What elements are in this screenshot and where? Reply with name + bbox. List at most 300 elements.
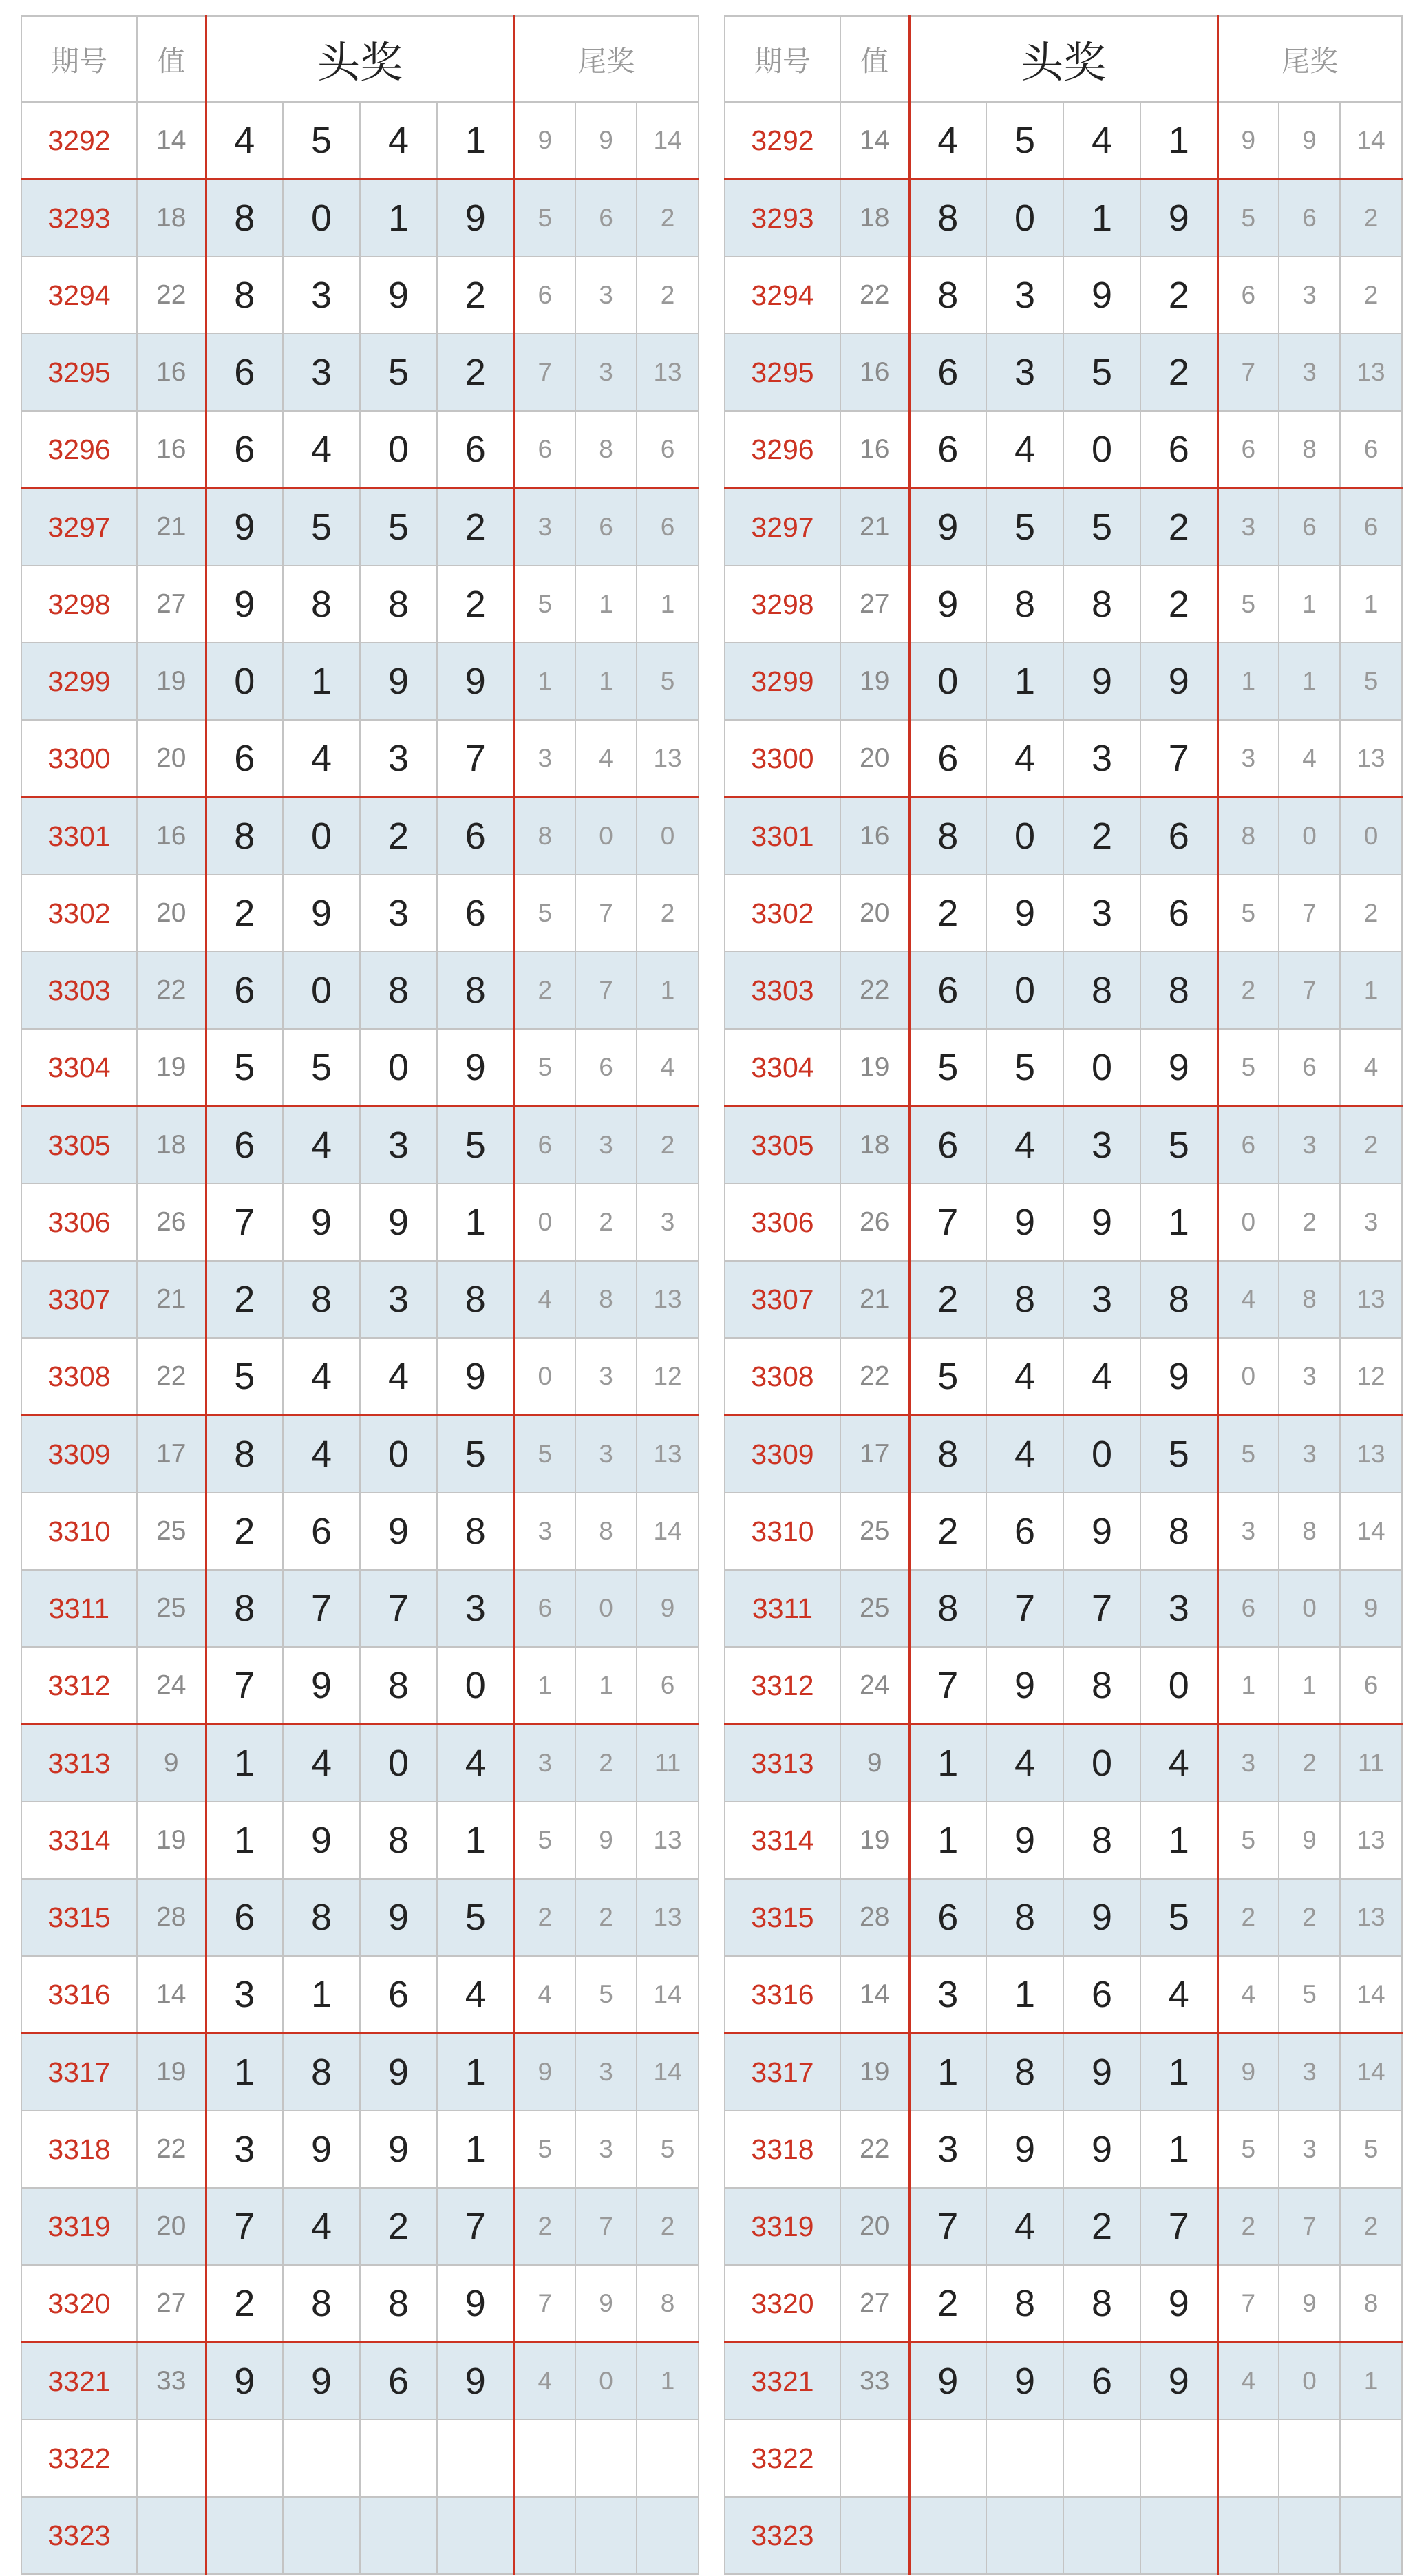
first-prize-digit: 6 <box>1063 2343 1140 2420</box>
first-prize-digit: 9 <box>1063 1879 1140 1956</box>
tail-prize-number <box>514 2420 575 2497</box>
first-prize-digit: 5 <box>986 489 1063 566</box>
tail-prize-number: 7 <box>575 875 637 952</box>
tail-prize-number: 5 <box>1340 643 1402 720</box>
table-row <box>21 2034 699 2111</box>
table-row <box>21 334 699 411</box>
issue-number: 3297 <box>725 489 840 566</box>
header-issue: 期号 <box>725 16 840 102</box>
tail-prize-number: 8 <box>575 411 637 489</box>
tail-prize-number: 0 <box>514 1184 575 1261</box>
table-body <box>725 16 1402 2574</box>
first-prize-digit: 5 <box>1063 334 1140 411</box>
tail-prize-number: 8 <box>1217 798 1279 875</box>
tail-prize-number: 4 <box>575 720 637 798</box>
first-prize-digit: 4 <box>1140 1956 1217 2034</box>
issue-number: 3312 <box>21 1647 137 1725</box>
value-cell: 21 <box>137 489 206 566</box>
issue-number: 3314 <box>725 1802 840 1879</box>
first-prize-digit: 6 <box>1063 1956 1140 2034</box>
tail-prize-number: 13 <box>637 1261 699 1338</box>
first-prize-digit: 9 <box>283 1802 360 1879</box>
first-prize-digit: 9 <box>206 2343 283 2420</box>
first-prize-digit: 9 <box>909 489 986 566</box>
issue-number: 3293 <box>725 180 840 257</box>
first-prize-digit: 9 <box>986 1802 1063 1879</box>
value-cell: 17 <box>137 1416 206 1493</box>
first-prize-digit: 9 <box>206 566 283 643</box>
first-prize-digit: 1 <box>437 1184 514 1261</box>
value-cell: 16 <box>137 411 206 489</box>
first-prize-digit: 5 <box>437 1107 514 1184</box>
issue-number: 3315 <box>21 1879 137 1956</box>
tail-prize-number: 3 <box>1279 1416 1340 1493</box>
issue-number: 3305 <box>725 1107 840 1184</box>
header-tail-prize: 尾奖 <box>1217 16 1402 102</box>
table-row <box>21 2111 699 2188</box>
issue-number: 3319 <box>725 2188 840 2265</box>
tail-prize-number <box>1217 2497 1279 2574</box>
draw-results-table <box>724 15 1403 2575</box>
first-prize-digit: 9 <box>360 1184 437 1261</box>
first-prize-digit: 3 <box>206 1956 283 2034</box>
value-cell: 19 <box>840 643 909 720</box>
tail-prize-number: 2 <box>1340 180 1402 257</box>
tail-prize-number: 14 <box>637 102 699 180</box>
first-prize-digit: 5 <box>1140 1879 1217 1956</box>
first-prize-digit: 6 <box>206 952 283 1029</box>
first-prize-digit: 8 <box>283 2265 360 2343</box>
first-prize-digit: 0 <box>986 798 1063 875</box>
table-row <box>725 2188 1402 2265</box>
first-prize-digit: 8 <box>206 257 283 334</box>
tail-prize-number: 2 <box>1340 1107 1402 1184</box>
first-prize-digit: 9 <box>283 2343 360 2420</box>
tail-prize-number: 1 <box>637 566 699 643</box>
tail-prize-number: 5 <box>1340 2111 1402 2188</box>
issue-number: 3306 <box>725 1184 840 1261</box>
tail-prize-number: 1 <box>1279 643 1340 720</box>
first-prize-digit: 8 <box>1140 1493 1217 1570</box>
table-row <box>21 643 699 720</box>
tail-prize-number: 6 <box>575 1029 637 1107</box>
tail-prize-number: 6 <box>1340 411 1402 489</box>
issue-number: 3321 <box>21 2343 137 2420</box>
tail-prize-number: 6 <box>1279 180 1340 257</box>
first-prize-digit: 7 <box>360 1570 437 1647</box>
table-row <box>725 798 1402 875</box>
first-prize-digit: 9 <box>360 2111 437 2188</box>
first-prize-digit: 3 <box>1063 720 1140 798</box>
first-prize-digit: 8 <box>1063 952 1140 1029</box>
first-prize-digit: 2 <box>206 1493 283 1570</box>
first-prize-digit: 0 <box>360 1416 437 1493</box>
first-prize-digit: 6 <box>283 1493 360 1570</box>
first-prize-digit: 4 <box>986 1107 1063 1184</box>
value-cell: 21 <box>840 1261 909 1338</box>
first-prize-digit: 4 <box>986 1725 1063 1802</box>
first-prize-digit: 4 <box>283 1416 360 1493</box>
issue-number: 3322 <box>21 2420 137 2497</box>
issue-number: 3302 <box>21 875 137 952</box>
value-cell: 17 <box>840 1416 909 1493</box>
first-prize-digit: 6 <box>1140 875 1217 952</box>
tail-prize-number: 5 <box>575 1956 637 2034</box>
tail-prize-number: 1 <box>575 566 637 643</box>
tail-prize-number: 3 <box>514 1493 575 1570</box>
first-prize-digit: 5 <box>360 489 437 566</box>
first-prize-digit: 1 <box>283 1956 360 2034</box>
value-cell: 21 <box>137 1261 206 1338</box>
tail-prize-number: 6 <box>1217 1107 1279 1184</box>
tail-prize-number: 6 <box>514 1570 575 1647</box>
value-cell: 18 <box>840 180 909 257</box>
first-prize-digit <box>360 2497 437 2574</box>
tail-prize-number: 1 <box>1340 566 1402 643</box>
first-prize-digit: 6 <box>360 2343 437 2420</box>
first-prize-digit: 8 <box>909 1416 986 1493</box>
issue-number: 3304 <box>725 1029 840 1107</box>
value-cell: 28 <box>840 1879 909 1956</box>
value-cell: 14 <box>840 1956 909 2034</box>
first-prize-digit: 3 <box>986 334 1063 411</box>
tail-prize-number: 1 <box>575 1647 637 1725</box>
tail-prize-number <box>637 2420 699 2497</box>
tail-prize-number <box>637 2497 699 2574</box>
first-prize-digit: 0 <box>360 1725 437 1802</box>
value-cell: 16 <box>840 411 909 489</box>
tail-prize-number: 14 <box>637 1956 699 2034</box>
value-cell <box>840 2497 909 2574</box>
tail-prize-number: 1 <box>514 643 575 720</box>
table-row <box>21 257 699 334</box>
table-row <box>725 2265 1402 2343</box>
first-prize-digit: 6 <box>437 798 514 875</box>
first-prize-digit: 4 <box>283 1725 360 1802</box>
header-row <box>725 16 1402 102</box>
tail-prize-number <box>1279 2497 1340 2574</box>
first-prize-digit: 9 <box>206 489 283 566</box>
first-prize-digit: 9 <box>360 257 437 334</box>
first-prize-digit <box>1063 2497 1140 2574</box>
tail-prize-number: 0 <box>514 1338 575 1416</box>
tail-prize-number: 9 <box>514 102 575 180</box>
first-prize-digit: 3 <box>206 2111 283 2188</box>
first-prize-digit: 8 <box>909 180 986 257</box>
first-prize-digit: 5 <box>986 1029 1063 1107</box>
tail-prize-number: 3 <box>1217 1493 1279 1570</box>
first-prize-digit: 9 <box>360 1879 437 1956</box>
table-row <box>21 2497 699 2574</box>
first-prize-digit: 6 <box>437 875 514 952</box>
tail-prize-number: 13 <box>637 334 699 411</box>
first-prize-digit: 5 <box>360 334 437 411</box>
tail-prize-number: 2 <box>514 1879 575 1956</box>
tail-prize-number: 1 <box>514 1647 575 1725</box>
tail-prize-number: 0 <box>575 1570 637 1647</box>
value-cell: 25 <box>137 1570 206 1647</box>
issue-number: 3318 <box>725 2111 840 2188</box>
tail-prize-number: 3 <box>575 1416 637 1493</box>
first-prize-digit: 7 <box>909 2188 986 2265</box>
first-prize-digit: 6 <box>360 1956 437 2034</box>
tail-prize-number: 2 <box>575 1879 637 1956</box>
tail-prize-number: 6 <box>575 489 637 566</box>
table-row <box>21 1725 699 1802</box>
tail-prize-number: 4 <box>514 2343 575 2420</box>
issue-number: 3321 <box>725 2343 840 2420</box>
first-prize-digit: 6 <box>1140 411 1217 489</box>
first-prize-digit: 2 <box>206 875 283 952</box>
tail-prize-number: 6 <box>637 411 699 489</box>
tail-prize-number: 5 <box>1279 1956 1340 2034</box>
first-prize-digit: 2 <box>909 2265 986 2343</box>
value-cell: 19 <box>840 1802 909 1879</box>
first-prize-digit: 5 <box>437 1879 514 1956</box>
first-prize-digit: 1 <box>1140 2034 1217 2111</box>
table-row <box>725 1261 1402 1338</box>
first-prize-digit: 1 <box>437 2034 514 2111</box>
tail-prize-number: 2 <box>514 2188 575 2265</box>
first-prize-digit: 9 <box>360 2034 437 2111</box>
tail-prize-number: 13 <box>637 1879 699 1956</box>
tail-prize-number: 2 <box>1217 952 1279 1029</box>
first-prize-digit: 8 <box>1140 1261 1217 1338</box>
tail-prize-number: 6 <box>514 1107 575 1184</box>
tail-prize-number: 4 <box>1217 1956 1279 2034</box>
first-prize-digit: 2 <box>1063 2188 1140 2265</box>
tail-prize-number: 4 <box>514 1956 575 2034</box>
issue-number: 3316 <box>21 1956 137 2034</box>
first-prize-digit: 8 <box>360 1647 437 1725</box>
tail-prize-number: 2 <box>637 875 699 952</box>
tail-prize-number: 3 <box>514 1725 575 1802</box>
first-prize-digit: 6 <box>206 1107 283 1184</box>
tail-prize-number: 9 <box>1217 102 1279 180</box>
value-cell: 20 <box>137 2188 206 2265</box>
first-prize-digit <box>283 2497 360 2574</box>
first-prize-digit: 8 <box>986 1879 1063 1956</box>
first-prize-digit: 5 <box>1063 489 1140 566</box>
tail-prize-number: 1 <box>637 2343 699 2420</box>
first-prize-digit: 2 <box>437 257 514 334</box>
tail-prize-number: 9 <box>1279 102 1340 180</box>
tail-prize-number: 5 <box>1217 875 1279 952</box>
table-row <box>21 798 699 875</box>
tail-prize-number: 8 <box>575 1493 637 1570</box>
tail-prize-number: 0 <box>1217 1184 1279 1261</box>
issue-number: 3292 <box>725 102 840 180</box>
tail-prize-number: 2 <box>637 257 699 334</box>
first-prize-digit: 4 <box>283 2188 360 2265</box>
first-prize-digit: 3 <box>1063 1261 1140 1338</box>
first-prize-digit: 3 <box>986 257 1063 334</box>
tail-prize-number: 1 <box>1279 566 1340 643</box>
first-prize-digit: 9 <box>1063 1184 1140 1261</box>
value-cell: 20 <box>137 875 206 952</box>
table-row <box>21 952 699 1029</box>
first-prize-digit: 0 <box>986 180 1063 257</box>
first-prize-digit: 8 <box>206 1570 283 1647</box>
first-prize-digit: 4 <box>283 1107 360 1184</box>
first-prize-digit: 7 <box>986 1570 1063 1647</box>
tail-prize-number: 3 <box>637 1184 699 1261</box>
tail-prize-number: 13 <box>1340 1879 1402 1956</box>
first-prize-digit: 7 <box>1063 1570 1140 1647</box>
first-prize-digit: 3 <box>360 1107 437 1184</box>
first-prize-digit <box>1063 2420 1140 2497</box>
first-prize-digit: 1 <box>206 1802 283 1879</box>
first-prize-digit: 7 <box>1140 2188 1217 2265</box>
value-cell: 18 <box>137 180 206 257</box>
first-prize-digit: 5 <box>1140 1416 1217 1493</box>
tail-prize-number: 2 <box>637 2188 699 2265</box>
table-row <box>21 1107 699 1184</box>
table-row <box>725 643 1402 720</box>
tail-prize-number: 6 <box>637 1647 699 1725</box>
value-cell: 19 <box>840 2034 909 2111</box>
table-row <box>725 566 1402 643</box>
first-prize-digit: 9 <box>1063 2111 1140 2188</box>
value-cell: 25 <box>137 1493 206 1570</box>
tail-prize-number: 8 <box>514 798 575 875</box>
tail-prize-number: 8 <box>637 2265 699 2343</box>
value-cell: 27 <box>137 566 206 643</box>
first-prize-digit: 1 <box>909 2034 986 2111</box>
first-prize-digit: 6 <box>909 952 986 1029</box>
issue-number: 3298 <box>725 566 840 643</box>
tail-prize-number: 3 <box>1279 257 1340 334</box>
table-row <box>725 1725 1402 1802</box>
issue-number: 3303 <box>725 952 840 1029</box>
tail-prize-number: 6 <box>575 180 637 257</box>
first-prize-digit: 9 <box>283 875 360 952</box>
tail-prize-number: 9 <box>1340 1570 1402 1647</box>
value-cell: 19 <box>137 2034 206 2111</box>
table-row <box>725 952 1402 1029</box>
first-prize-digit: 5 <box>986 102 1063 180</box>
tail-prize-number: 14 <box>1340 102 1402 180</box>
first-prize-digit: 5 <box>1140 1107 1217 1184</box>
issue-number: 3299 <box>21 643 137 720</box>
tail-prize-number: 5 <box>514 2111 575 2188</box>
tail-prize-number: 9 <box>575 2265 637 2343</box>
first-prize-digit: 7 <box>283 1570 360 1647</box>
first-prize-digit: 9 <box>1063 1493 1140 1570</box>
tail-prize-number: 1 <box>1217 643 1279 720</box>
first-prize-digit: 8 <box>360 2265 437 2343</box>
tail-prize-number: 3 <box>1217 720 1279 798</box>
tail-prize-number <box>1340 2420 1402 2497</box>
first-prize-digit <box>437 2497 514 2574</box>
first-prize-digit <box>206 2420 283 2497</box>
first-prize-digit: 1 <box>437 102 514 180</box>
first-prize-digit: 9 <box>283 2111 360 2188</box>
tail-prize-number <box>1279 2420 1340 2497</box>
tail-prize-number: 4 <box>1217 1261 1279 1338</box>
tail-prize-number <box>1217 2420 1279 2497</box>
table-row <box>725 102 1402 180</box>
value-cell: 14 <box>137 102 206 180</box>
first-prize-digit: 4 <box>437 1725 514 1802</box>
value-cell: 21 <box>840 489 909 566</box>
first-prize-digit: 1 <box>1140 102 1217 180</box>
tail-prize-number: 7 <box>1279 952 1340 1029</box>
value-cell: 24 <box>137 1647 206 1725</box>
issue-number: 3309 <box>725 1416 840 1493</box>
table-row <box>21 1802 699 1879</box>
tail-prize-number: 3 <box>575 257 637 334</box>
first-prize-digit: 2 <box>1140 334 1217 411</box>
tail-prize-number: 2 <box>1279 1725 1340 1802</box>
first-prize-digit: 5 <box>206 1338 283 1416</box>
first-prize-digit: 3 <box>283 334 360 411</box>
value-cell: 22 <box>137 2111 206 2188</box>
first-prize-digit: 8 <box>1063 1802 1140 1879</box>
first-prize-digit: 8 <box>1063 1647 1140 1725</box>
first-prize-digit: 3 <box>1063 1107 1140 1184</box>
first-prize-digit: 4 <box>283 411 360 489</box>
first-prize-digit <box>437 2420 514 2497</box>
first-prize-digit: 8 <box>986 2265 1063 2343</box>
issue-number: 3310 <box>725 1493 840 1570</box>
table-row <box>21 1029 699 1107</box>
first-prize-digit: 7 <box>437 2188 514 2265</box>
tail-prize-number: 7 <box>1279 875 1340 952</box>
table-row <box>21 1879 699 1956</box>
first-prize-digit: 2 <box>360 798 437 875</box>
first-prize-digit: 9 <box>437 1338 514 1416</box>
table-row <box>725 180 1402 257</box>
first-prize-digit: 7 <box>206 1647 283 1725</box>
value-cell: 16 <box>137 798 206 875</box>
tail-prize-number: 0 <box>637 798 699 875</box>
first-prize-digit: 6 <box>437 411 514 489</box>
issue-number: 3311 <box>21 1570 137 1647</box>
table-row <box>21 566 699 643</box>
first-prize-digit: 9 <box>909 566 986 643</box>
issue-number: 3320 <box>21 2265 137 2343</box>
tail-prize-number: 5 <box>637 643 699 720</box>
first-prize-digit: 1 <box>360 180 437 257</box>
first-prize-digit <box>1140 2497 1217 2574</box>
first-prize-digit: 8 <box>206 1416 283 1493</box>
tail-prize-number: 13 <box>637 1416 699 1493</box>
tail-prize-number: 3 <box>1340 1184 1402 1261</box>
tail-prize-number: 0 <box>1279 798 1340 875</box>
first-prize-digit: 5 <box>283 102 360 180</box>
first-prize-digit: 0 <box>206 643 283 720</box>
first-prize-digit <box>909 2420 986 2497</box>
issue-number: 3293 <box>21 180 137 257</box>
first-prize-digit: 6 <box>909 334 986 411</box>
tail-prize-number: 5 <box>514 566 575 643</box>
tail-prize-number: 4 <box>514 1261 575 1338</box>
value-cell: 27 <box>137 2265 206 2343</box>
tail-prize-number: 13 <box>1340 1261 1402 1338</box>
first-prize-digit: 5 <box>206 1029 283 1107</box>
first-prize-digit: 1 <box>283 643 360 720</box>
first-prize-digit: 8 <box>909 798 986 875</box>
first-prize-digit: 4 <box>986 720 1063 798</box>
tail-prize-number: 13 <box>1340 720 1402 798</box>
tail-prize-number: 6 <box>1340 489 1402 566</box>
first-prize-digit: 3 <box>1140 1570 1217 1647</box>
first-prize-digit: 4 <box>1063 1338 1140 1416</box>
first-prize-digit: 8 <box>986 2034 1063 2111</box>
value-cell: 22 <box>840 952 909 1029</box>
first-prize-digit: 3 <box>360 720 437 798</box>
